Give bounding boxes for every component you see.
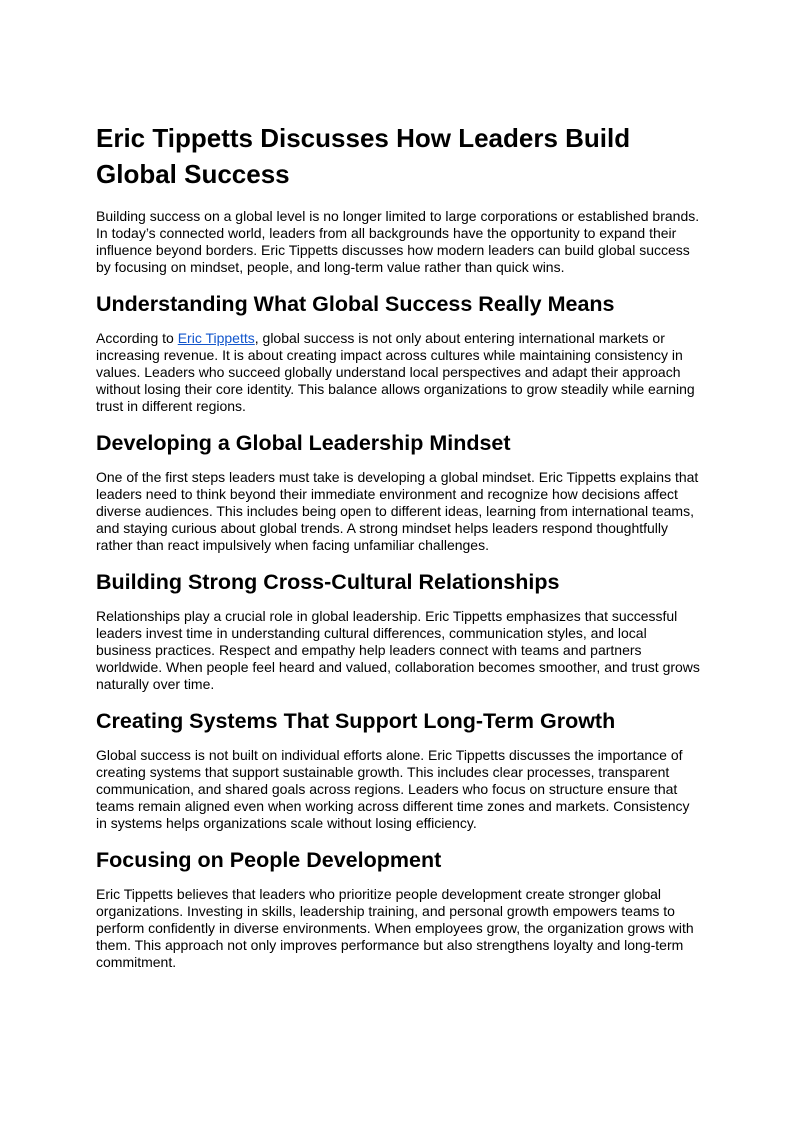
paragraph-prefix: According to	[96, 330, 178, 346]
document-page	[96, 120, 700, 971]
section-paragraph-mindset: One of the first steps leaders must take is developing a global mindset. Eric Tippetts explains that leaders need to think beyond their immediate environment and recognize how decisions affect diverse audiences. This includes being open to different ideas, learning from international teams, and staying curious about global trends. A strong mindset helps leaders respond thoughtfully rather than react impulsively when facing unfamiliar challenges.	[96, 469, 699, 553]
intro-paragraph: Building success on a global level is no longer limited to large corporations or established brands. In today’s connected world, leaders from all backgrounds have the opportunity to expand their influence beyond borders. Eric Tippetts discusses how modern leaders can build global success by focusing on mindset, people, and long-term value rather than quick wins.	[96, 208, 700, 275]
page-title: Eric Tippetts Discusses How Leaders Build Global Success	[96, 123, 631, 189]
section-heading-relationships: Building Strong Cross-Cultural Relationships	[96, 570, 560, 594]
section-heading-mindset: Developing a Global Leadership Mindset	[96, 431, 511, 455]
section-heading-global-success: Understanding What Global Success Really Means	[96, 292, 615, 316]
paragraph-body: , global success is not only about entering international markets or increasing revenue. It is about creating impact across cultures while maintaining consistency in values. Leaders who succeed globally understand local perspectives and adapt their approach without losing their core identity. This balance allows organizations to grow steadily while earning trust in different regions.	[96, 330, 695, 414]
section-paragraph-global-success	[96, 330, 700, 415]
section-paragraph-systems: Global success is not built on individual efforts alone. Eric Tippetts discusses the importance of creating systems that support sustainable growth. This includes clear processes, transparent communication, and shared goals across regions. Leaders who focus on structure ensure that teams remain aligned even when working across different time zones and markets. Consistency in systems helps organizations scale without losing efficiency.	[96, 747, 690, 831]
section-heading-systems: Creating Systems That Support Long-Term Growth	[96, 709, 616, 733]
section-paragraph-relationships: Relationships play a crucial role in global leadership. Eric Tippetts emphasizes that successful leaders invest time in understanding cultural differences, communication styles, and local business practices. Respect and empathy help leaders connect with teams and partners worldwide. When people feel heard and valued, collaboration becomes smoother, and trust grows naturally over time.	[96, 608, 700, 692]
eric-tippetts-link[interactable]: Eric Tippetts	[177, 330, 255, 346]
section-paragraph-people-development: Eric Tippetts believes that leaders who prioritize people development create stronger global organizations. Investing in skills, leadership training, and personal growth empowers teams to perform confidently in diverse environments. When employees grow, the organization grows with them. This approach not only improves performance but also strengthens loyalty and long-term commitment.	[96, 886, 694, 970]
section-heading-people-development: Focusing on People Development	[96, 848, 442, 872]
